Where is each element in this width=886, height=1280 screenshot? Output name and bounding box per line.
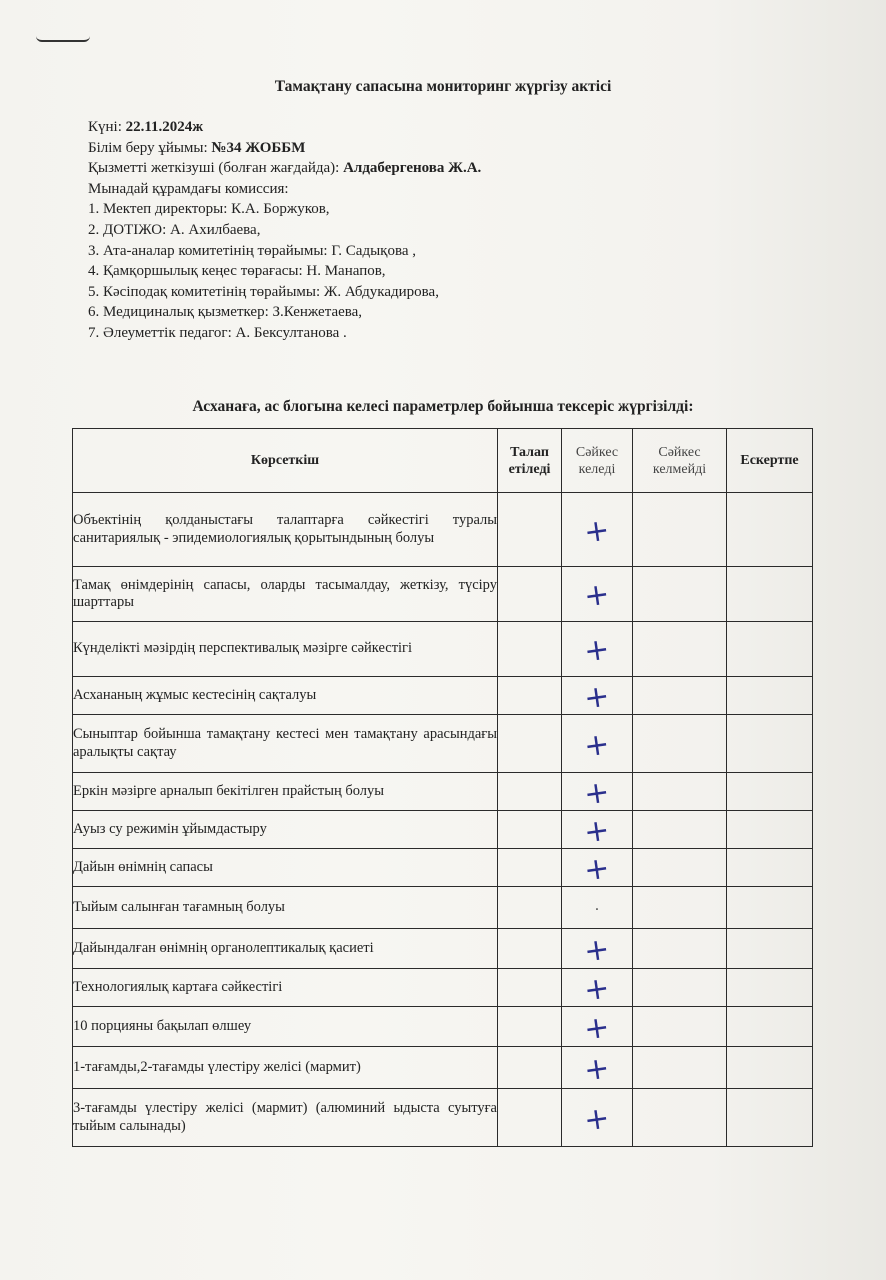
row-compliant	[562, 622, 633, 677]
row-note	[727, 929, 813, 969]
row-indicator: Дайын өнімнің сапасы	[73, 849, 498, 887]
table-row	[73, 493, 813, 567]
supplier-line	[88, 158, 481, 179]
table-row	[73, 677, 813, 715]
row-compliant	[562, 849, 633, 887]
row-required	[498, 1007, 562, 1047]
date-line	[88, 117, 481, 138]
row-compliant	[562, 1047, 633, 1089]
table-row	[73, 622, 813, 677]
commission-member: 6. Медициналық қызметкер: З.Кенжетаева,	[88, 304, 363, 321]
document-title: Тамақтану сапасына мониторинг жүргізу актісі	[274, 78, 612, 95]
inspection-table	[72, 428, 813, 1147]
row-required	[498, 493, 562, 567]
row-noncompliant	[633, 493, 727, 567]
plus-mark: +	[582, 677, 613, 717]
commission-intro: Мынадай құрамдағы комиссия:	[88, 180, 289, 197]
row-noncompliant	[633, 969, 727, 1007]
row-note	[727, 493, 813, 567]
row-compliant	[562, 773, 633, 811]
row-note	[727, 1007, 813, 1047]
plus-mark: +	[582, 1049, 613, 1089]
plus-mark: +	[582, 725, 613, 765]
table-row	[73, 1007, 813, 1047]
row-compliant	[562, 887, 633, 929]
row-required	[498, 1047, 562, 1089]
row-indicator: Дайындалған өнімнің органолептикалық қасиеті	[73, 929, 498, 969]
row-note	[727, 715, 813, 773]
org-value: №34 ЖОББМ	[211, 139, 306, 156]
row-indicator: Күнделікті мәзірдің перспективалық мәзірге сәйкестігі	[73, 622, 498, 677]
row-note	[727, 1047, 813, 1089]
commission-member: 7. Әлеуметтік педагог: А. Бексултанова .	[88, 324, 347, 341]
row-indicator: 3-тағамды үлестіру желісі (мармит) (алюминий ыдыста суытуға тыйым салынады)	[73, 1089, 498, 1147]
table-row	[73, 887, 813, 929]
row-indicator: Объектінің қолданыстағы талаптарға сәйкестігі туралы санитариялық - эпидемиологиялық қорытындының болуы	[73, 493, 498, 567]
org-label: Білім беру ұйымы:	[88, 139, 212, 156]
commission-member: 5. Кәсіподақ комитетінің төрайымы: Ж. Абдукадирова,	[88, 283, 439, 300]
row-noncompliant	[633, 929, 727, 969]
row-note	[727, 811, 813, 849]
row-required	[498, 773, 562, 811]
row-compliant	[562, 811, 633, 849]
date-label: Күні:	[88, 119, 126, 135]
row-required	[498, 1089, 562, 1147]
row-compliant	[562, 929, 633, 969]
plus-mark: +	[582, 1099, 613, 1139]
table-header-row	[73, 429, 813, 493]
plus-mark: +	[582, 849, 613, 889]
row-note	[727, 969, 813, 1007]
table-row	[73, 811, 813, 849]
plus-mark: +	[582, 631, 613, 670]
plus-mark: +	[582, 511, 613, 551]
row-indicator: Тамақ өнімдерінің сапасы, оларды тасымалдау, жеткізу, түсіру шарттары	[73, 567, 498, 622]
row-indicator: Технологиялық картаға сәйкестігі	[73, 969, 498, 1007]
row-compliant	[562, 1089, 633, 1147]
row-required	[498, 811, 562, 849]
row-indicator: 1-тағамды,2-тағамды үлестіру желісі (мармит)	[73, 1047, 498, 1089]
row-indicator: Ауыз су режимін ұйымдастыру	[73, 811, 498, 849]
row-required	[498, 622, 562, 677]
row-indicator: 10 порцияны бақылап өлшеу	[73, 1007, 498, 1047]
inspection-subtitle: Асханаға, ас блогына келесі параметрлер бойынша тексеріс жүргізілді:	[192, 398, 694, 415]
plus-mark: +	[582, 1008, 613, 1048]
row-note	[727, 567, 813, 622]
row-required	[498, 929, 562, 969]
date-value: 22.11.2024ж	[125, 119, 204, 135]
table-row	[73, 567, 813, 622]
table-row	[73, 773, 813, 811]
row-required	[498, 887, 562, 929]
row-compliant	[562, 969, 633, 1007]
org-line	[88, 138, 481, 159]
dot-mark: ·	[594, 902, 600, 918]
row-indicator: Сыныптар бойынша тамақтану кестесі мен тамақтану арасындағы аралықты сақтау	[73, 715, 498, 773]
table-row	[73, 715, 813, 773]
row-noncompliant	[633, 1007, 727, 1047]
table-row	[73, 1089, 813, 1147]
header-compliant: Сәйкес келеді	[562, 429, 633, 493]
header-noncompliant: Сәйкес келмейді	[633, 429, 727, 493]
row-indicator: Тыйым салынған тағамның болуы	[73, 887, 498, 929]
row-note	[727, 677, 813, 715]
plus-mark: +	[582, 773, 613, 813]
row-indicator: Еркін мәзірге арналып бекітілген прайстың болуы	[73, 773, 498, 811]
row-noncompliant	[633, 677, 727, 715]
row-noncompliant	[633, 1047, 727, 1089]
row-note	[727, 773, 813, 811]
commission-member: 2. ДОТІЖО: А. Ахилбаева,	[88, 221, 261, 238]
header-note: Ескертпе	[727, 429, 813, 493]
row-compliant	[562, 715, 633, 773]
header-indicator: Көрсеткіш	[73, 429, 498, 493]
row-noncompliant	[633, 887, 727, 929]
supplier-label: Қызметті жеткізуші (болған жағдайда):	[88, 160, 344, 177]
row-required	[498, 969, 562, 1007]
supplier-value: Алдабергенова Ж.А.	[343, 160, 482, 177]
row-note	[727, 849, 813, 887]
commission-member: 1. Мектеп директоры: К.А. Боржуков,	[88, 201, 330, 218]
commission-member: 4. Қамқоршылық кеңес төрағасы: Н. Манапов,	[88, 263, 386, 280]
row-indicator: Асхананың жұмыс кестесінің сақталуы	[73, 677, 498, 715]
row-noncompliant	[633, 567, 727, 622]
table-row	[73, 929, 813, 969]
row-noncompliant	[633, 715, 727, 773]
row-noncompliant	[633, 773, 727, 811]
corner-mark	[36, 36, 90, 42]
row-note	[727, 887, 813, 929]
row-compliant	[562, 567, 633, 622]
row-required	[498, 849, 562, 887]
row-noncompliant	[633, 811, 727, 849]
row-noncompliant	[633, 622, 727, 677]
row-required	[498, 715, 562, 773]
plus-mark: +	[582, 930, 613, 970]
table-row	[73, 1047, 813, 1089]
row-required	[498, 567, 562, 622]
header-block	[88, 117, 481, 344]
row-compliant	[562, 677, 633, 715]
row-noncompliant	[633, 849, 727, 887]
row-note	[727, 1089, 813, 1147]
row-required	[498, 677, 562, 715]
plus-mark: +	[582, 576, 613, 615]
header-required: Талап етіледі	[498, 429, 562, 493]
row-note	[727, 622, 813, 677]
row-compliant	[562, 493, 633, 567]
plus-mark: +	[582, 811, 613, 851]
table-row	[73, 969, 813, 1007]
plus-mark: +	[582, 969, 613, 1009]
row-noncompliant	[633, 1089, 727, 1147]
commission-member: 3. Ата-аналар комитетінің төрайымы: Г. Садықова ,	[88, 242, 417, 259]
table-row	[73, 849, 813, 887]
row-compliant	[562, 1007, 633, 1047]
